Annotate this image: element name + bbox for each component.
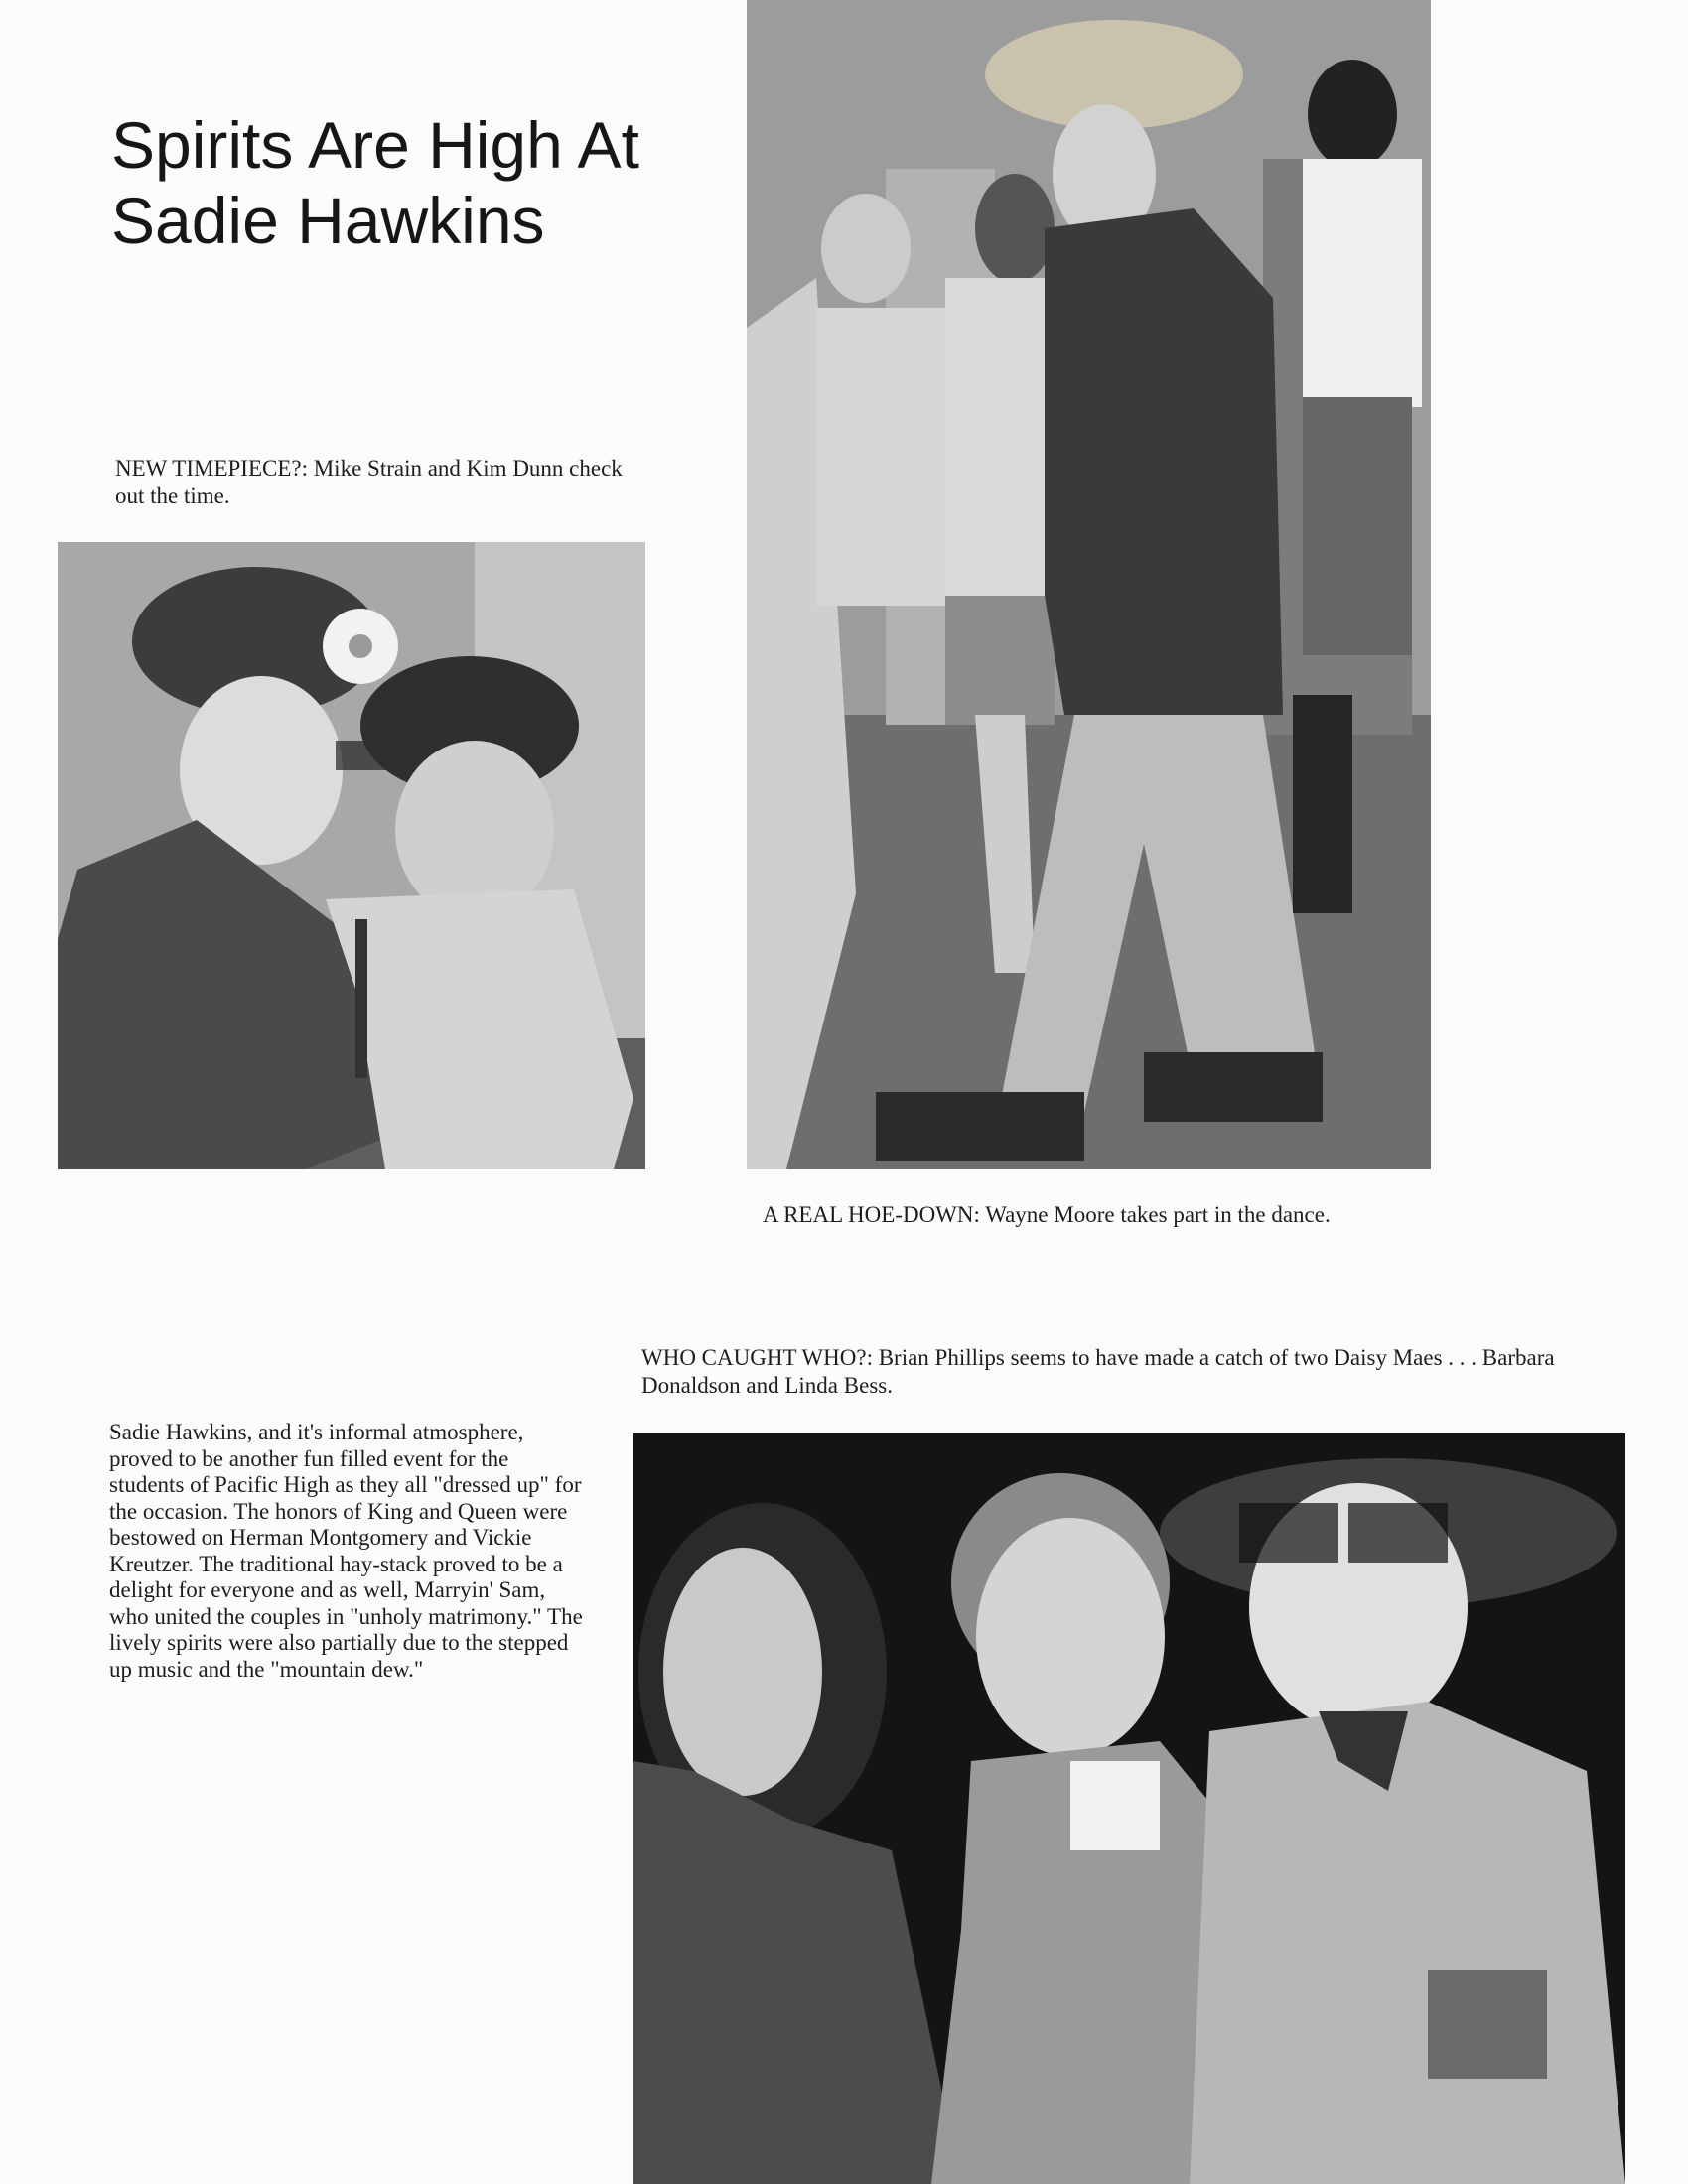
photo-hoedown-dance <box>747 0 1431 1169</box>
photo-timepiece-image <box>58 542 645 1169</box>
page-title <box>111 107 727 258</box>
caption-timepiece: NEW TIMEPIECE?: Mike Strain and Kim Dunn check out the time. <box>115 456 623 508</box>
photo-hoedown-dance-image <box>747 0 1431 1169</box>
photo-timepiece <box>58 542 645 1169</box>
page-title-line-1: Spirits Are High At <box>111 108 639 182</box>
caption-who-caught-who: WHO CAUGHT WHO?: Brian Phillips seems to have made a catch of two Daisy Maes . . . Barbara Donaldson and Linda Bess. <box>641 1345 1555 1398</box>
caption-hoedown: A REAL HOE-DOWN: Wayne Moore takes part in the dance. <box>763 1202 1331 1227</box>
photo-who-caught-who <box>633 1433 1625 2184</box>
article-body-text: Sadie Hawkins, and it's informal atmosphere, proved to be another fun filled event for the students of Pacific High as they all "dressed up" for the occasion. The honors of King and Queen were bestowed on Herman Montgomery and Vickie Kreutzer. The traditional hay-stack proved to be a delight for everyone and as well, Marryin' Sam, who united the couples in "unholy matrimony." The lively spirits were also partially due to the stepped up music and the "mountain dew." <box>109 1420 583 1682</box>
photo-who-caught-who-image <box>633 1433 1625 2184</box>
page-title-line-2: Sadie Hawkins <box>111 184 545 257</box>
